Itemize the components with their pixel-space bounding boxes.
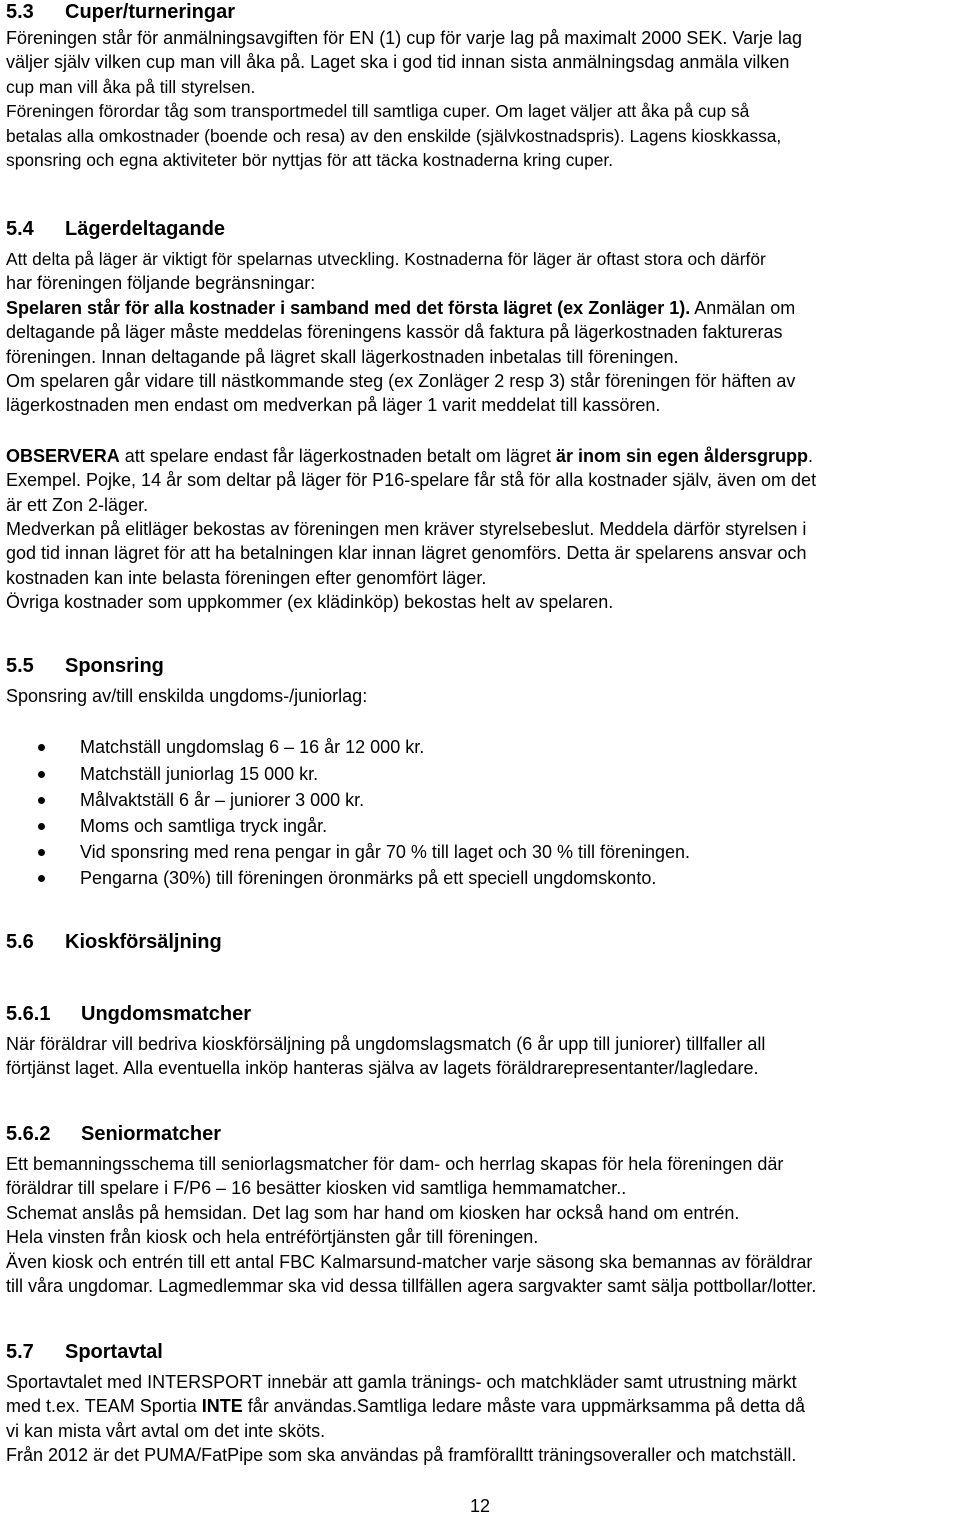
- paragraph-line: cup man vill åka på till styrelsen.: [6, 76, 256, 97]
- section-number: 5.7: [6, 1341, 34, 1363]
- list-item: Pengarna (30%) till föreningen öronmärks på ett speciell ungdomskonto.: [6, 865, 956, 891]
- bullet-icon: [38, 744, 45, 751]
- section-title: Kioskförsäljning: [65, 931, 222, 953]
- section-title: Sponsring: [65, 655, 164, 677]
- section-5-6: [6, 930, 956, 954]
- bullet-icon: [38, 875, 45, 882]
- paragraph-line: Hela vinsten från kiosk och hela entréförtjänsten går till föreningen.: [6, 1227, 539, 1248]
- list-item: Matchställ juniorlag 15 000 kr.: [6, 761, 956, 787]
- list-item: Vid sponsring med rena pengar in går 70 % till laget och 30 % till föreningen.: [6, 839, 956, 865]
- paragraph-line: vi kan mista vårt avtal om det inte sköts.: [6, 1420, 326, 1441]
- paragraph-line: Föreningen står för anmälningsavgiften för EN (1) cup för varje lag på maximalt 2000 SEK. Varje lag: [6, 28, 803, 48]
- section-5-5: [6, 654, 956, 892]
- paragraph-line: sponsring och egna aktiviteter bör nyttjas för att täcka kostnaderna kring cuper.: [6, 150, 614, 171]
- page-number: 12: [469, 1496, 491, 1516]
- paragraph-line: Schemat anslås på hemsidan. Det lag som har hand om kiosken har också hand om entrén.: [6, 1202, 740, 1223]
- section-5-7: [6, 1340, 956, 1468]
- list-item: Moms och samtliga tryck ingår.: [6, 813, 956, 839]
- section-number: 5.4: [6, 218, 34, 240]
- list-item: Målvaktställ 6 år – juniorer 3 000 kr.: [6, 787, 956, 813]
- section-heading: [6, 930, 956, 954]
- section-title: Lägerdeltagande: [65, 218, 226, 240]
- paragraph-line: Spelaren står för alla kostnader i samband med det första lägret (ex Zonläger 1). Anmälan om: [6, 297, 796, 318]
- paragraph-line: Om spelaren går vidare till nästkommande steg (ex Zonläger 2 resp 3) står föreningen för häften av: [6, 371, 796, 392]
- paragraph-line: har föreningen följande begränsningar:: [6, 273, 316, 294]
- section-heading: [6, 654, 956, 678]
- paragraph-line: Övriga kostnader som uppkommer (ex klädinköp) bekostas helt av spelaren.: [6, 592, 614, 613]
- paragraph-line: med t.ex. TEAM Sportia INTE får användas.Samtliga ledare måste vara uppmärksamma på detta då: [6, 1396, 806, 1417]
- section-5-4: [6, 217, 956, 615]
- paragraph-line: Att delta på läger är viktigt för spelarnas utveckling. Kostnaderna för läger är oftast stora och därför: [6, 249, 766, 269]
- section-title: Ungdomsmatcher: [81, 1003, 252, 1025]
- bullet-icon: [38, 797, 45, 804]
- section-number: 5.6.1: [6, 1003, 51, 1025]
- paragraph-line: Från 2012 är det PUMA/FatPipe som ska användas på framföralltt träningsoveraller och matchställ.: [6, 1445, 797, 1466]
- paragraph-line: deltagande på läger måste meddelas föreningens kassör då faktura på lägerkostnaden faktureras: [6, 322, 783, 343]
- section-number: 5.3: [6, 1, 34, 23]
- section-5-6-2: [6, 1122, 956, 1298]
- section-title: Seniormatcher: [81, 1123, 222, 1145]
- observera-line: OBSERVERA att spelare endast får lägerkostnaden betalt om lägret är inom sin egen åldersgrupp.: [6, 445, 814, 466]
- paragraph-line: föräldrar till spelare i F/P6 – 16 besätter kiosken vid samtliga hemmamatcher..: [6, 1178, 627, 1199]
- section-heading: [6, 1002, 956, 1026]
- paragraph-line: Även kiosk och entrén till ett antal FBC Kalmarsund-matcher varje säsong ska bemannas av föräldrar: [6, 1251, 813, 1272]
- paragraph-line: väljer själv vilken cup man vill åka på. Laget ska i god tid innan sista anmälningsdag anmäla vilken: [6, 52, 790, 73]
- section-title: Sportavtal: [65, 1341, 163, 1363]
- paragraph-line: Medverkan på elitläger bekostas av föreningen men kräver styrelsebeslut. Meddela därför styrelsen i: [6, 519, 807, 540]
- section-heading: [6, 1122, 956, 1146]
- sponsorship-list: [6, 734, 956, 891]
- paragraph-line: förtjänst laget. Alla eventuella inköp hanteras själva av lagets föräldrarepresentanter/lagledare.: [6, 1058, 759, 1079]
- bullet-icon: [38, 823, 45, 830]
- paragraph-line: god tid innan lägret för att ha betalningen klar innan lägret genomförs. Detta är spelarens ansvar och: [6, 543, 807, 564]
- paragraph-line: Ett bemanningsschema till seniorlagsmatcher för dam- och herrlag skapas för hela föreningen där: [6, 1154, 784, 1174]
- paragraph-line: kostnaden kan inte belasta föreningen efter genomfört läger.: [6, 567, 487, 588]
- section-number: 5.6.2: [6, 1123, 51, 1145]
- paragraph-line: till våra ungdomar. Lagmedlemmar ska vid dessa tillfällen agera sargvakter samt sälja pottbollar/lotter.: [6, 1276, 817, 1297]
- paragraph-line: lägerkostnaden men endast om medverkan på läger 1 varit meddelat till kassören.: [6, 395, 661, 416]
- paragraph-line: Föreningen förordar tåg som transportmedel till samtliga cuper. Om laget väljer att åka på cup så: [6, 101, 750, 122]
- section-number: 5.6: [6, 931, 34, 953]
- bullet-icon: [38, 849, 45, 856]
- paragraph-line: När föräldrar vill bedriva kioskförsäljning på ungdomslagsmatch (6 år upp till juniorer) tillfaller all: [6, 1034, 766, 1054]
- section-heading: [6, 1340, 956, 1364]
- section-5-3: [6, 0, 956, 172]
- section-heading: [6, 0, 956, 24]
- paragraph-line: föreningen. Innan deltagande på lägret skall lägerkostnaden inbetalas till föreningen.: [6, 346, 679, 367]
- section-5-6-1: [6, 1002, 956, 1081]
- section-title: Cuper/turneringar: [65, 1, 236, 23]
- list-item: Matchställ ungdomslag 6 – 16 år 12 000 kr.: [6, 734, 956, 760]
- bullet-icon: [38, 771, 45, 778]
- paragraph-line: är ett Zon 2-läger.: [6, 494, 149, 515]
- section-number: 5.5: [6, 655, 34, 677]
- paragraph-line: betalas alla omkostnader (boende och resa) av den enskilde (självkostnadspris). Lagens kioskkassa,: [6, 125, 782, 146]
- section-heading: [6, 217, 956, 241]
- paragraph-line: Exempel. Pojke, 14 år som deltar på läger för P16-spelare får stå för alla kostnader själv, även om det: [6, 470, 817, 491]
- paragraph-line: Sportavtalet med INTERSPORT innebär att gamla tränings- och matchkläder samt utrustning märkt: [6, 1372, 797, 1392]
- paragraph-line: Sponsring av/till enskilda ungdoms-/juniorlag:: [6, 686, 368, 706]
